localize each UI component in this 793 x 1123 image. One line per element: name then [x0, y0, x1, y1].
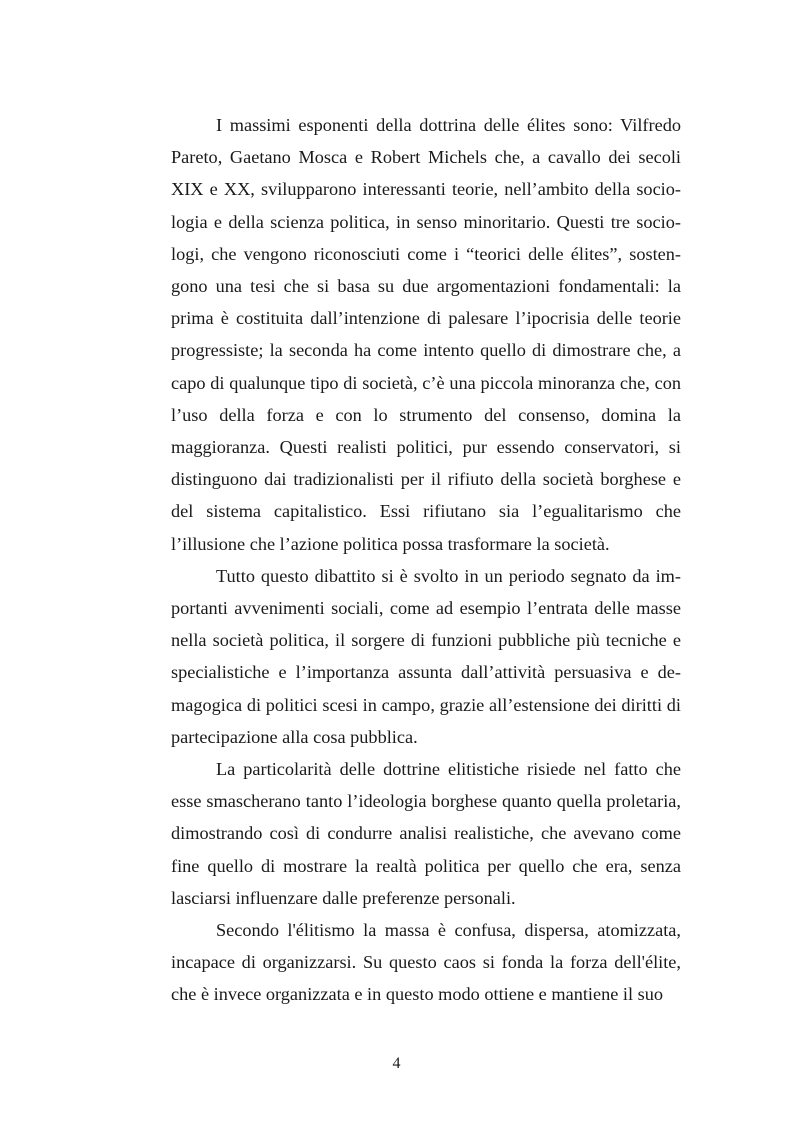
paragraph-elite-theorists: I massimi esponenti della dottrina delle élites sono: Vilfredo Pareto, Gaetano Mosca e Robert Michels che, a cavallo dei secoli XIX e XX, svilupparono interessanti teorie, nell’ambito della sociologia e della scienza politica, in senso minoritario. Questi tre sociologi, che vengono riconosciuti come i “teorici delle élites”, sostengono una tesi che si basa su due argomentazioni fondamentali: la prima è costituita dall’intenzione di palesare l’ipocrisia delle teorie progressiste; la seconda ha come intento quello di dimostrare che, a capo di qualunque tipo di società, c’è una piccola minoranza che, con l’uso della forza e con lo strumento del consenso, domina la maggioranza. Questi realisti politici, pur essendo conservatori, si distinguono dai tradizionalisti per il rifiuto della società borghese e del sistema capitalistico. Essi rifiutano sia l’egualitarismo che l’illusione che l’azione politica possa trasformare la società. — [171, 115, 681, 554]
paragraph-mass-and-elite: Secondo l'élitismo la massa è confusa, dispersa, atomizzata, incapace di organizzarsi. Su questo caos si fonda la forza dell'élite, che è invece organizzata e in questo modo ottiene e mantiene il suo — [171, 920, 681, 1005]
body-text — [171, 109, 681, 1011]
paragraph-historical-context: Tutto questo dibattito si è svolto in un periodo segnato da importanti avvenimenti sociali, come ad esempio l’entrata delle masse nella società politica, il sorgere di funzioni pubbliche più tecniche e specialistiche e l’importanza assunta dall’attività persuasiva e demagogica di politici scesi in campo, grazie all’estensione dei diritti di partecipazione alla cosa pubblica. — [171, 565, 681, 747]
page-number: 4 — [392, 1055, 401, 1072]
paragraph-elitist-doctrines: La particolarità delle dottrine elitistiche risiede nel fatto che esse smascherano tanto l’ideologia borghese quanto quella proletaria, dimostrando così di condurre analisi realistiche, che avevano come fine quello di mostrare la realtà politica per quello che era, senza lasciarsi influenzare dalle preferenze personali. — [171, 759, 681, 908]
